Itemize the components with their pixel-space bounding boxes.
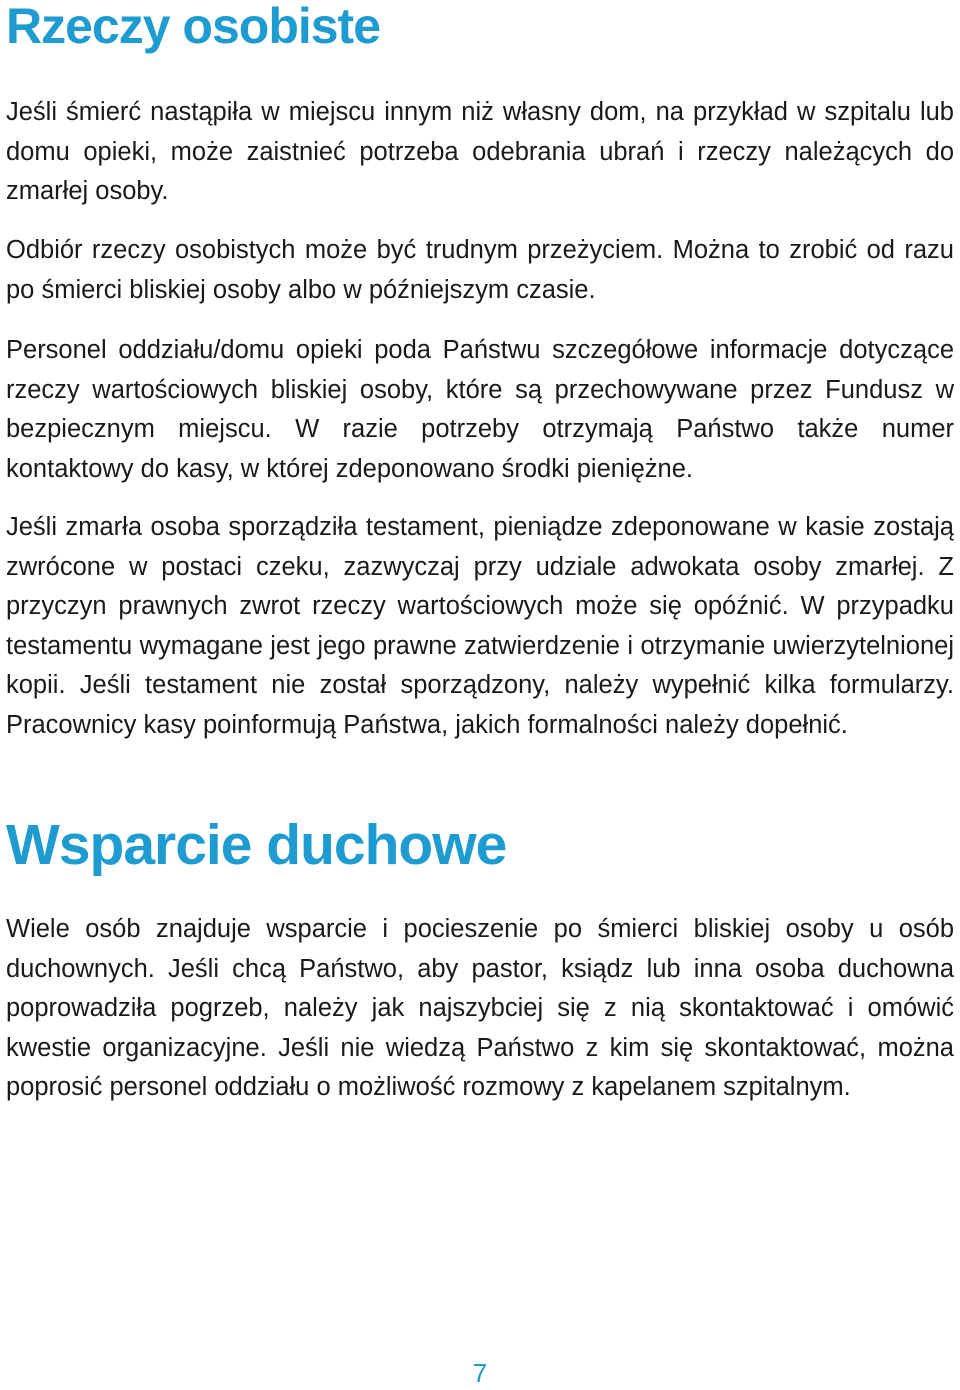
paragraph-valuables-info: Personel oddziału/domu opieki poda Państwu szczegółowe informacje dotyczące rzeczy wartościowych bliskiej osoby, które są przechowywane przez Fundusz w bezpiecznym miejscu. W razie potrzeby otrzymają Państwo także numer kontaktowy do kasy, w której zdeponowano środki pieniężne. (6, 336, 954, 483)
paragraph-testament: Jeśli zmarła osoba sporządziła testament, pieniądze zdeponowane w kasie zostają zwrócone w postaci czeku, zazwyczaj przy udziale adwokata osoby zmarłej. Z przyczyn prawnych zwrot rzeczy wartościowych może się opóźnić. W przypadku testamentu wymagane jest jego prawne zatwierdzenie i otrzymanie uwierzytelnionej kopii. Jeśli testament nie został sporządzony, należy wypełnić kilka formularzy. Pracownicy kasy poinformują Państwa, jakich formalności należy dopełnić. (6, 513, 954, 739)
paragraph-spiritual-support: Wiele osób znajduje wsparcie i pocieszenie po śmierci bliskiej osoby u osób duchownych. Jeśli chcą Państwo, aby pastor, ksiądz lub inna osoba duchowna poprowadziła pogrzeb, należy jak najszybciej się z nią skontaktować i omówić kwestie organizacyjne. Jeśli nie wiedzą Państwo z kim się skontaktować, można poprosić personel oddziału o możliwość rozmowy z kapelanem szpitalnym. (6, 915, 954, 1102)
section-title-rzeczy-osobiste: Rzeczy osobiste (6, 0, 381, 54)
paragraph-collecting-belongings: Odbiór rzeczy osobistych może być trudnym przeżyciem. Można to zrobić od razu po śmierci bliskiej osoby albo w późniejszym czasie. (6, 236, 954, 304)
paragraph-death-location: Jeśli śmierć nastąpiła w miejscu innym niż własny dom, na przykład w szpitalu lub domu opieki, może zaistnieć potrzeba odebrania ubrań i rzeczy należących do zmarłej osoby. (6, 98, 954, 206)
page-number: 7 (472, 1358, 488, 1388)
section-title-wsparcie-duchowe: Wsparcie duchowe (6, 813, 507, 877)
